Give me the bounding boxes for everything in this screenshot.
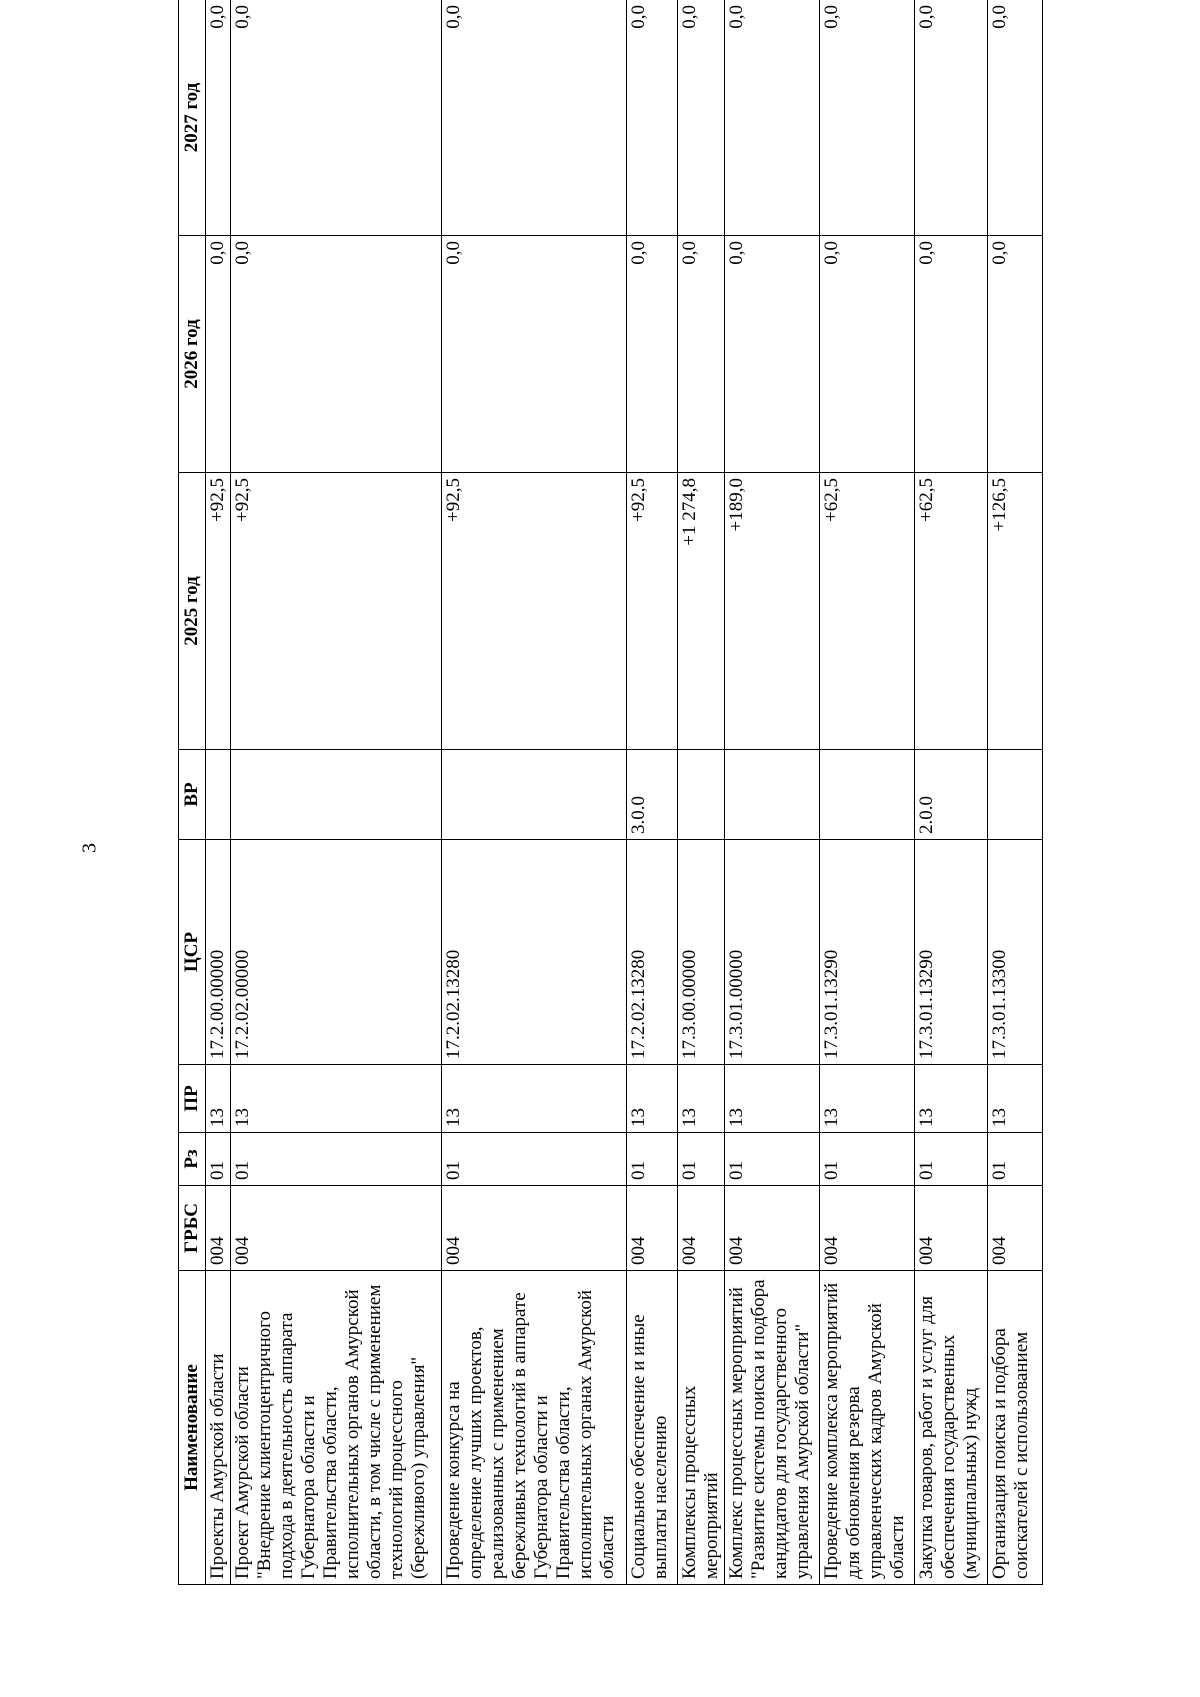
cell-rz: 01	[915, 1133, 988, 1186]
cell-csr: 17.3.01.00000	[725, 840, 820, 1065]
cell-vr	[725, 750, 820, 840]
cell-csr: 17.2.02.13280	[627, 840, 678, 1065]
cell-name: Проект Амурской области "Внедрение клиентоцентричного подхода в деятельность аппарата Губернатора области и Правительства области, исполнительных органов Амурской области, в том числе с применением технологий процессного (бережливого) управления"	[231, 1271, 442, 1585]
cell-grbs: 004	[206, 1186, 231, 1271]
cell-pr: 13	[627, 1065, 678, 1133]
cell-vr: 2.0.0	[915, 750, 988, 840]
cell-grbs: 004	[988, 1186, 1043, 1271]
page-number: 3	[78, 843, 101, 853]
table-row	[725, 0, 820, 1585]
rotated-table-wrapper	[178, 0, 1108, 1585]
table-row	[627, 0, 678, 1585]
table-row	[231, 0, 442, 1585]
cell-vr	[206, 750, 231, 840]
cell-2026: 0,0	[915, 236, 988, 473]
cell-2025: +92,5	[231, 473, 442, 750]
header-row	[179, 0, 206, 1585]
cell-name: Организация поиска и подбора соискателей с использованием	[988, 1271, 1043, 1585]
cell-2027: 0,0	[442, 0, 627, 236]
cell-2026: 0,0	[231, 236, 442, 473]
cell-vr	[442, 750, 627, 840]
cell-2027: 0,0	[206, 0, 231, 236]
cell-2027: 0,0	[627, 0, 678, 236]
cell-csr: 17.2.02.13280	[442, 840, 627, 1065]
cell-2025: +92,5	[206, 473, 231, 750]
cell-rz: 01	[678, 1133, 725, 1186]
cell-csr: 17.2.00.00000	[206, 840, 231, 1065]
cell-name: Социальное обеспечение и иные выплаты населению	[627, 1271, 678, 1585]
cell-pr: 13	[820, 1065, 915, 1133]
cell-csr: 17.2.02.00000	[231, 840, 442, 1065]
header-2025: 2025 год	[179, 473, 206, 750]
cell-grbs: 004	[442, 1186, 627, 1271]
cell-2025: +126,5	[988, 473, 1043, 750]
header-pr: ПР	[179, 1065, 206, 1133]
cell-pr: 13	[915, 1065, 988, 1133]
cell-rz: 01	[231, 1133, 442, 1186]
cell-2026: 0,0	[820, 236, 915, 473]
cell-csr: 17.3.01.13290	[915, 840, 988, 1065]
cell-vr: 3.0.0	[627, 750, 678, 840]
cell-pr: 13	[988, 1065, 1043, 1133]
cell-2026: 0,0	[206, 236, 231, 473]
cell-csr: 17.3.01.13300	[988, 840, 1043, 1065]
cell-rz: 01	[988, 1133, 1043, 1186]
cell-rz: 01	[627, 1133, 678, 1186]
cell-rz: 01	[206, 1133, 231, 1186]
header-2026: 2026 год	[179, 236, 206, 473]
cell-name: Закупка товаров, работ и услуг для обеспечения государственных (муниципальных) нужд	[915, 1271, 988, 1585]
cell-2025: +62,5	[915, 473, 988, 750]
cell-2025: +92,5	[627, 473, 678, 750]
cell-vr	[678, 750, 725, 840]
cell-pr: 13	[206, 1065, 231, 1133]
header-2027: 2027 год	[179, 0, 206, 236]
header-rz: Рз	[179, 1133, 206, 1186]
header-csr: ЦСР	[179, 840, 206, 1065]
cell-name: Комплекс процессных мероприятий "Развитие системы поиска и подбора кандидатов для государственного управления Амурской области"	[725, 1271, 820, 1585]
table-row	[915, 0, 988, 1585]
cell-2027: 0,0	[915, 0, 988, 236]
cell-vr	[231, 750, 442, 840]
cell-2025: +62,5	[820, 473, 915, 750]
cell-grbs: 004	[231, 1186, 442, 1271]
cell-grbs: 004	[915, 1186, 988, 1271]
cell-name: Проведение конкурса на определение лучших проектов, реализованных с применением бережливых технологий в аппарате Губернатора области и Правительства области, исполнительных органах Амурской области	[442, 1271, 627, 1585]
cell-2026: 0,0	[725, 236, 820, 473]
cell-csr: 17.3.01.13290	[820, 840, 915, 1065]
cell-name: Комплексы процессных мероприятий	[678, 1271, 725, 1585]
table-row	[988, 0, 1043, 1585]
cell-2025: +189,0	[725, 473, 820, 750]
table-row	[820, 0, 915, 1585]
cell-vr	[988, 750, 1043, 840]
cell-pr: 13	[678, 1065, 725, 1133]
cell-rz: 01	[820, 1133, 915, 1186]
cell-grbs: 004	[820, 1186, 915, 1271]
cell-2027: 0,0	[678, 0, 725, 236]
cell-csr: 17.3.00.00000	[678, 840, 725, 1065]
budget-table	[178, 0, 1043, 1585]
cell-rz: 01	[442, 1133, 627, 1186]
cell-grbs: 004	[627, 1186, 678, 1271]
cell-grbs: 004	[678, 1186, 725, 1271]
cell-name: Проведение комплекса мероприятий для обновления резерва управленческих кадров Амурской области	[820, 1271, 915, 1585]
table-row	[678, 0, 725, 1585]
cell-2026: 0,0	[627, 236, 678, 473]
cell-2027: 0,0	[988, 0, 1043, 236]
cell-grbs: 004	[725, 1186, 820, 1271]
header-vr: ВР	[179, 750, 206, 840]
cell-pr: 13	[725, 1065, 820, 1133]
cell-pr: 13	[231, 1065, 442, 1133]
cell-vr	[820, 750, 915, 840]
table-row	[206, 0, 231, 1585]
cell-pr: 13	[442, 1065, 627, 1133]
cell-2027: 0,0	[725, 0, 820, 236]
cell-name: Проекты Амурской области	[206, 1271, 231, 1585]
cell-2026: 0,0	[678, 236, 725, 473]
cell-2027: 0,0	[231, 0, 442, 236]
header-name: Наименование	[179, 1271, 206, 1585]
table-row	[442, 0, 627, 1585]
cell-2026: 0,0	[442, 236, 627, 473]
header-grbs: ГРБС	[179, 1186, 206, 1271]
cell-2025: +92,5	[442, 473, 627, 750]
cell-2025: +1 274,8	[678, 473, 725, 750]
cell-rz: 01	[725, 1133, 820, 1186]
cell-2027: 0,0	[820, 0, 915, 236]
cell-2026: 0,0	[988, 236, 1043, 473]
